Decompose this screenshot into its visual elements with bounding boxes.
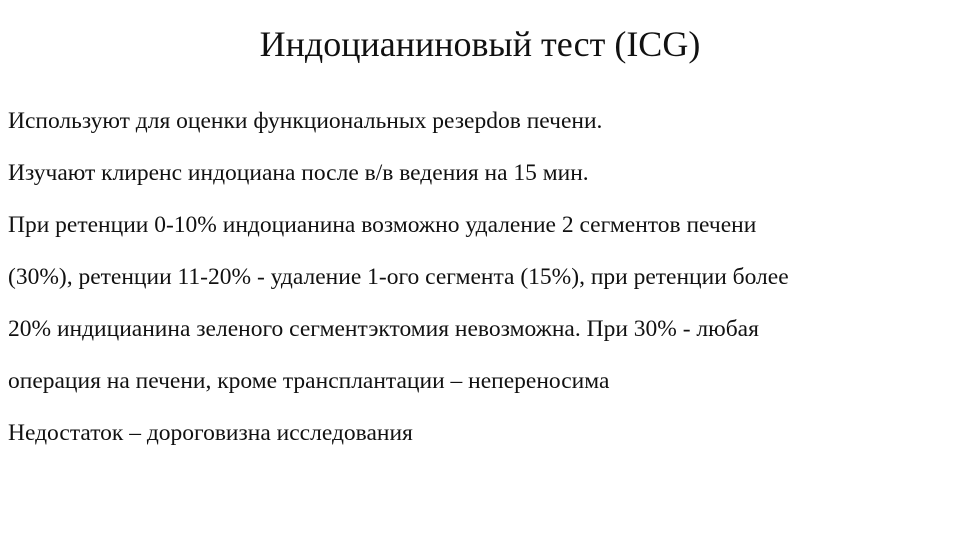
paragraph-line: (30%), ретенции 11-20% - удаление 1-ого сегмента (15%), при ретенции более [8, 264, 789, 290]
paragraph-line: При ретенции 0-10% индоцианина возможно удаление 2 сегментов печени [8, 212, 757, 238]
paragraph-line: Используют для оценки функциональных резерdов печени. [8, 108, 603, 134]
paragraph-line: операция на печени, кроме трансплантации – непереносима [8, 368, 610, 394]
paragraph-drawback [8, 407, 958, 459]
paragraph-line: 20% индицианина зеленого сегментэктомия невозможна. При 30% - любая [8, 316, 759, 342]
paragraph-retention [8, 199, 958, 407]
paragraph-purpose [8, 95, 958, 147]
paragraph-line: Изучают клиренс индоциана после в/в ведения на 15 мин. [8, 160, 589, 186]
slide-title: Индоцианиновый тест (ICG) [259, 24, 701, 64]
slide-body [8, 95, 958, 459]
paragraph-clearance [8, 147, 958, 199]
paragraph-line: Недостаток – дороговизна исследования [8, 420, 413, 446]
